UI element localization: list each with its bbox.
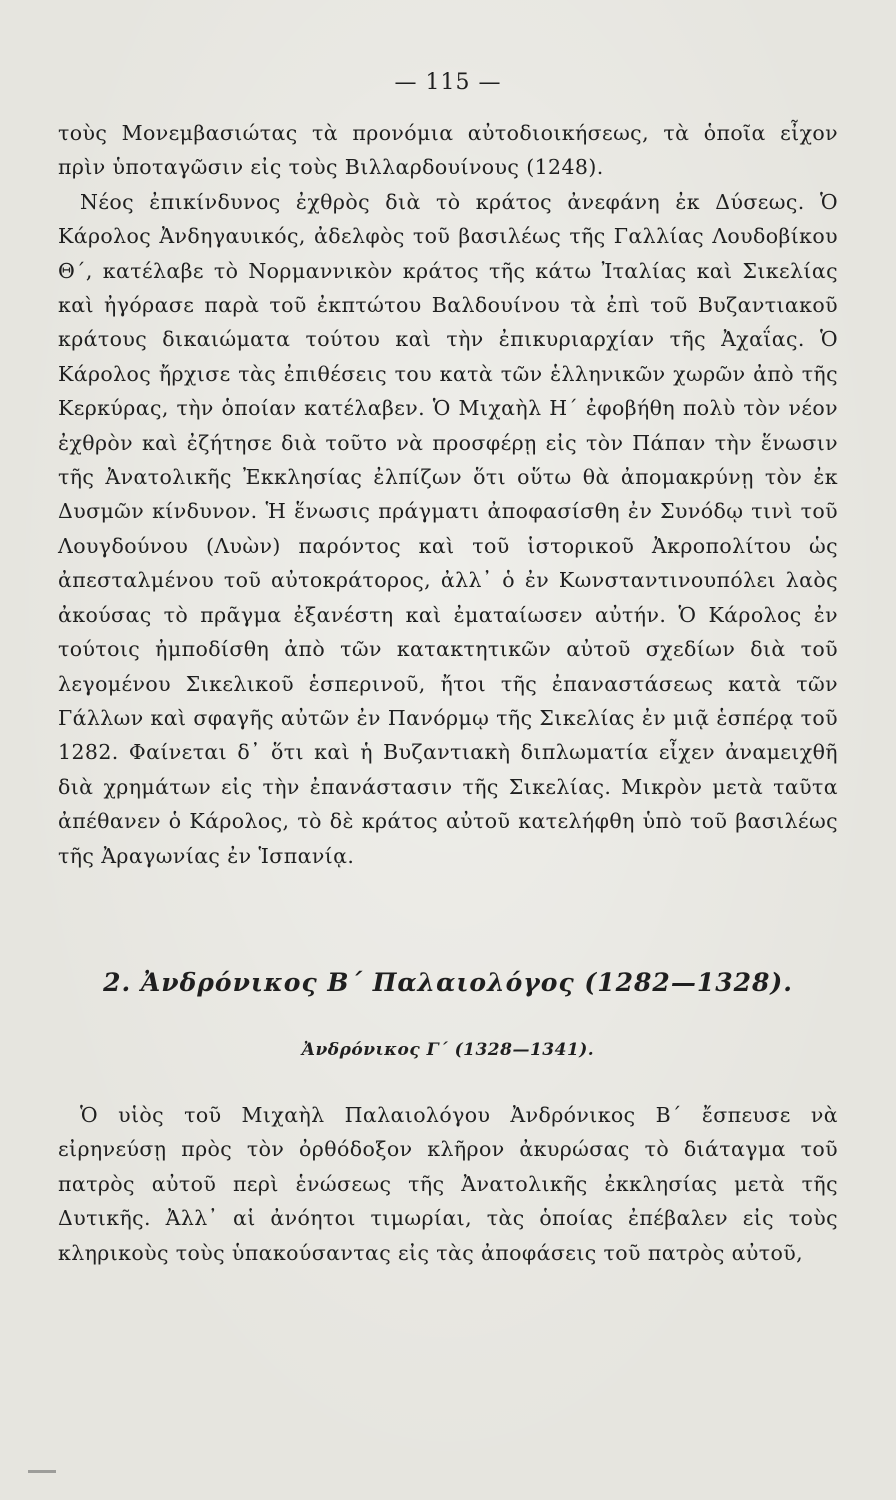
paragraph-andronikos: Ὁ υἱὸς τοῦ Μιχαὴλ Παλαιολόγου Ἀνδρόνικος Β΄ ἔσπευσε νὰ εἰρηνεύσῃ πρὸς τὸν ὀρθόδοξον κλῆρον ἀκυρώσας τὸ διάταγμα τοῦ πατρὸς αὐτοῦ περὶ ἑνώσεως τῆς Ἀνατολικῆς ἐκκλησίας μετὰ τῆς Δυτικῆς. Ἀλλ᾿ αἱ ἀνόητοι τιμωρίαι, τὰς ὁποίας ἐπέβαλεν εἰς τοὺς κληρικοὺς τοὺς ὑπακούσαντας εἰς τὰς ἀποφάσεις τοῦ πατρὸς αὐτοῦ, (58, 1103, 838, 1265)
section-heading: 2. Ἀνδρόνικος Β΄ Παλαιολόγος (1282—1328). (103, 968, 793, 997)
paragraph-continuation: τοὺς Μονεμβασιώτας τὰ προνόμια αὐτοδιοικήσεως, τὰ ὁποῖα εἶχον πρὶν ὑποταγῶσιν εἰς τοὺς Βιλλαρδουίνους (1248). (58, 121, 838, 180)
paragraph-charles-of-anjou: Νέος ἐπικίνδυνος ἐχθρὸς διὰ τὸ κράτος ἀνεφάνη ἐκ Δύσεως. Ὁ Κάρολος Ἀνδηγαυικός, ἀδελφὸς τοῦ βασιλέως τῆς Γαλλίας Λουδοβίκου Θ΄, κατέλαβε τὸ Νορμαννικὸν κράτος τῆς κάτω Ἰταλίας καὶ Σικελίας καὶ ἠγόρασε παρὰ τοῦ ἐκπτώτου Βαλδουίνου τὰ ἐπὶ τοῦ Βυζαντιακοῦ κράτους δικαιώματα τούτου καὶ τὴν ἐπικυριαρχίαν τῆς Ἀχαΐας. Ὁ Κάρολος ἤρχισε τὰς ἐπιθέσεις του κατὰ τῶν ἑλληνικῶν χωρῶν ἀπὸ τῆς Κερκύρας, τὴν ὁποίαν κατέλαβεν. Ὁ Μιχαὴλ Η΄ ἐφοβήθη πολὺ τὸν νέον ἐχθρὸν καὶ ἐζήτησε διὰ τοῦτο νὰ προσφέρῃ εἰς τὸν Πάπαν τὴν ἕνωσιν τῆς Ἀνατολικῆς Ἐκκλησίας ἐλπίζων ὅτι οὕτω θὰ ἀπομακρύνῃ τὸν ἐκ Δυσμῶν κίνδυνον. Ἡ ἕνωσις πράγματι ἀποφασίσθη ἐν Συνόδῳ τινὶ τοῦ Λουγδούνου (Λυὼν) παρόντος καὶ τοῦ ἱστορικοῦ Ἀκροπολίτου ὡς ἀπεσταλμένου τοῦ αὐτοκράτορος, ἀλλ᾿ ὁ ἐν Κωνσταντινουπόλει λαὸς ἀκούσας τὸ πρᾶγμα ἐξανέστη καὶ ἐματαίωσεν αὐτήν. Ὁ Κάρολος ἐν τούτοις ἠμποδίσθη ἀπὸ τῶν κατακτητικῶν αὐτοῦ σχεδίων διὰ τοῦ λεγομένου Σικελικοῦ ἑσπερινοῦ, ἤτοι τῆς ἐπαναστάσεως κατὰ τῶν Γάλλων καὶ σφαγῆς αὐτῶν ἐν Πανόρμῳ τῆς Σικελίας ἐν μιᾷ ἑσπέρᾳ τοῦ 1282. Φαίνεται δ᾿ ὅτι καὶ ἡ Βυζαντιακὴ διπλωματία εἶχεν ἀναμειχθῆ διὰ χρημάτων εἰς τὴν ἐπανάστασιν τῆς Σικελίας. Μικρὸν μετὰ ταῦτα ἀπέθανεν ὁ Κάρολος, τὸ δὲ κράτος αὐτοῦ κατελήφθη ὑπὸ τοῦ βασιλέως τῆς Ἀραγωνίας ἐν Ἱσπανίᾳ. (58, 189, 838, 868)
sub-heading: Ἀνδρόνικος Γ΄ (1328—1341). (301, 1040, 595, 1060)
scan-artifact (28, 1470, 56, 1473)
body-text-bottom (58, 1098, 838, 1270)
page-number: — 115 — (394, 70, 502, 95)
body-text-top (58, 116, 838, 873)
